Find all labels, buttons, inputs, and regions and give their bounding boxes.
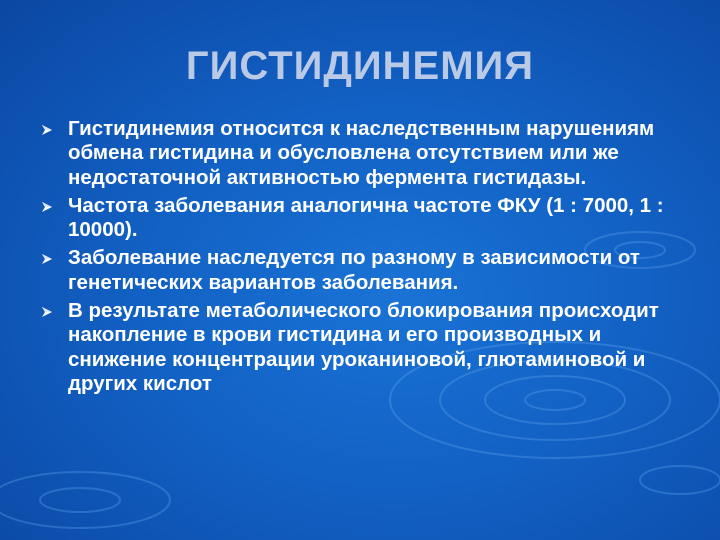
bullet-text: Заболевание наследуется по разному в зависимости от генетических вариантов заболевания. bbox=[68, 246, 640, 294]
bullet-text: Гистидинемия относится к наследственным нарушениям обмена гистидина и обусловлена отсутствием или же недостаточной активностью фермента гистидазы. bbox=[68, 117, 655, 189]
bullet-item bbox=[68, 194, 688, 243]
bullet-text: В результате метаболического блокирования происходит накопление в крови гистидина и его производных и снижение концентрации уроканиновой, глютаминовой и других кислот bbox=[68, 299, 659, 395]
bullet-item bbox=[68, 117, 688, 190]
arrowhead-bullet-icon bbox=[41, 124, 53, 136]
bullet-item bbox=[68, 299, 688, 396]
arrowhead-bullet-icon bbox=[41, 201, 53, 213]
arrowhead-bullet-icon bbox=[41, 253, 53, 265]
arrowhead-bullet-icon bbox=[41, 306, 53, 318]
bullet-list bbox=[68, 117, 688, 400]
bullet-item bbox=[68, 246, 688, 295]
slide-title: ГИСТИДИНЕМИЯ bbox=[185, 44, 535, 88]
bullet-text: Частота заболевания аналогична частоте ФКУ (1 : 7000, 1 : 10000). bbox=[68, 193, 664, 242]
